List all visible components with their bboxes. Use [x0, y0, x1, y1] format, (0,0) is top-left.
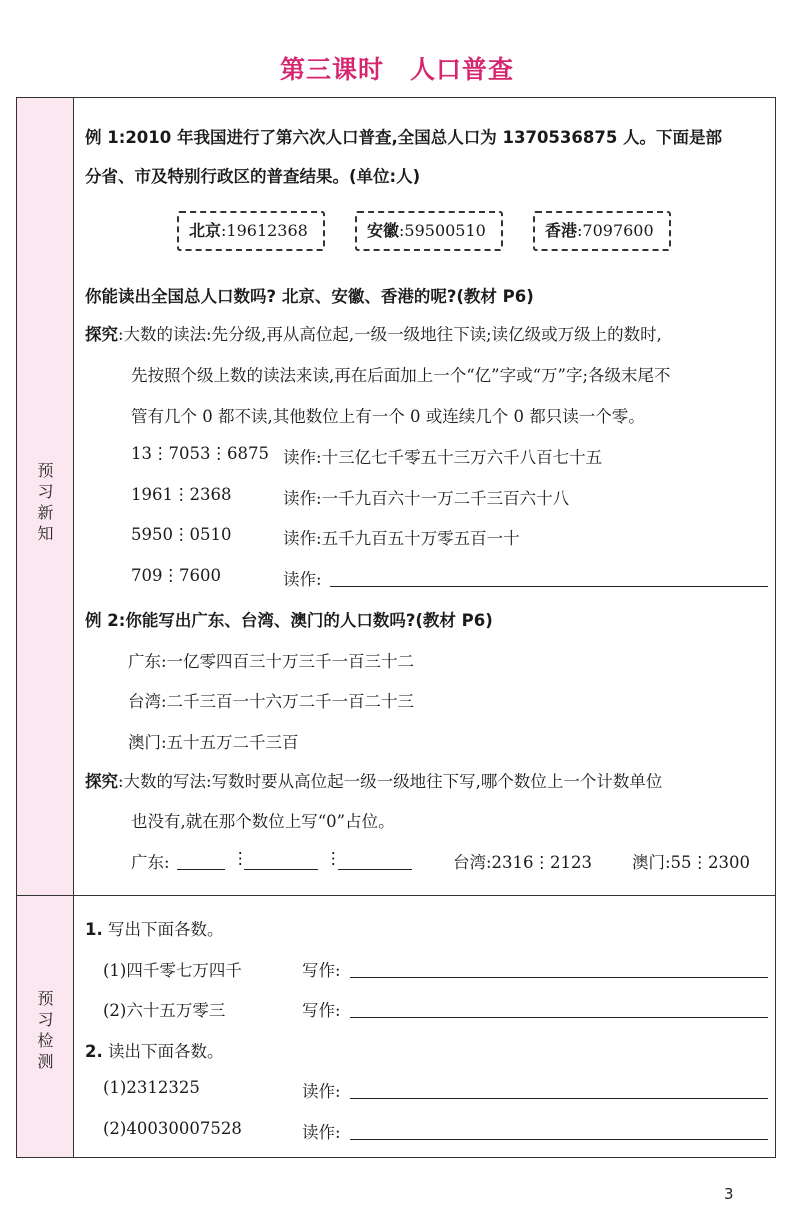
check-q1-text: 写出下面各数。	[108, 920, 224, 939]
preview-label-text: 预习新知	[37, 461, 54, 543]
taiwan-answer: 台湾:2316⋮2123	[453, 853, 593, 872]
box-beijing: 北京:19612368	[177, 211, 325, 251]
box-hongkong-value: 7097600	[582, 221, 654, 240]
reading-text-3	[283, 525, 520, 549]
check-section-label	[17, 988, 74, 1072]
check-q1-prefix-2: 写作:	[302, 1001, 341, 1020]
check-q1-blank-1[interactable]	[350, 977, 768, 978]
explore2-label: 探究	[85, 772, 118, 791]
reading-text-2	[283, 485, 569, 509]
explore1-label: 探究	[85, 325, 118, 344]
reading-number-3: 5950⋮0510	[131, 525, 232, 544]
reading-text-1	[283, 444, 602, 468]
guangdong-sep-1: ⋮	[232, 849, 249, 868]
box-beijing-label: 北京	[189, 221, 222, 240]
example1-question: 你能读出全国总人口数吗? 北京、安徽、香港的呢?(教材 P6)	[85, 287, 534, 306]
reading-number-1: 13⋮7053⋮6875	[131, 444, 269, 463]
reading-value-3: 五千九百五十万零五百一十	[321, 529, 520, 548]
macau-answer: 澳门:55⋮2300	[632, 853, 751, 872]
box-anhui: 安徽:59500510	[355, 211, 503, 251]
example2-item-guangdong: 广东:一亿零四百三十万三千一百三十二	[128, 652, 415, 671]
reading-answer-blank[interactable]	[330, 586, 768, 587]
guangdong-blank-2[interactable]	[244, 869, 318, 870]
example1-line1: 例 1:2010 年我国进行了第六次人口普查,全国总人口为 1370536875 人。下面是部	[85, 128, 723, 147]
title-part1: 第三课时	[279, 55, 384, 84]
preview-side	[17, 98, 74, 895]
explore1-line2: 先按照个级上数的读法来读,再在后面加上一个“亿”字或“万”字;各级末尾不	[131, 366, 671, 385]
check-q2-text: 读出下面各数。	[108, 1042, 224, 1061]
check-q2-item-1: (1)2312325	[103, 1078, 200, 1097]
guangdong-answer-label: 广东:	[131, 853, 170, 872]
explore1-line1-text: :大数的读法:先分级,再从高位起,一级一级地往下读;读亿级或万级上的数时,	[118, 325, 662, 344]
guangdong-blank-1[interactable]	[177, 869, 225, 870]
check-q1	[85, 916, 224, 940]
box-beijing-value: 19612368	[226, 221, 308, 240]
explore2-line1-text: :大数的写法:写数时要从高位起一级一级地往下写,哪个数位上一个计数单位	[118, 772, 663, 791]
check-q1-prefix-1: 写作:	[302, 961, 341, 980]
page-number: 3	[724, 1185, 734, 1203]
box-hongkong-label: 香港	[545, 221, 578, 240]
check-label-text: 预习检测	[37, 989, 54, 1071]
example2-item-macau: 澳门:五十五万二千三百	[128, 733, 299, 752]
check-q1-blank-2[interactable]	[350, 1017, 768, 1018]
reading-prefix-3: 读作:	[283, 529, 322, 548]
guangdong-blank-3[interactable]	[338, 869, 412, 870]
check-q2-prefix-1: 读作:	[302, 1082, 341, 1101]
check-q1-item-1: (1)四千零七万四千	[103, 961, 242, 980]
section-divider	[74, 895, 775, 896]
reading-value-2: 一千九百六十一万二千三百六十八	[321, 489, 570, 508]
reading-number-2: 1961⋮2368	[131, 485, 232, 504]
explore1-line3: 管有几个 0 都不读,其他数位上有一个 0 或连续几个 0 都只读一个零。	[131, 407, 645, 426]
box-anhui-label: 安徽	[367, 221, 400, 240]
explore2-line1	[85, 768, 662, 792]
check-q2-prefix-2: 读作:	[302, 1123, 341, 1142]
check-q1-item-2: (2)六十五万零三	[103, 1001, 226, 1020]
check-q2	[85, 1038, 224, 1062]
example1-line2: 分省、市及特别行政区的普查结果。(单位:人)	[85, 167, 421, 186]
example2-item-taiwan: 台湾:二千三百一十六万二千一百二十三	[128, 692, 415, 711]
check-q1-number: 1.	[85, 920, 103, 939]
page-title	[0, 50, 794, 86]
explore2-line2: 也没有,就在那个数位上写“0”占位。	[131, 812, 395, 831]
check-q2-item-2: (2)40030007528	[103, 1119, 242, 1138]
reading-number-4: 709⋮7600	[131, 566, 221, 585]
check-side	[17, 895, 74, 1157]
reading-prefix-2: 读作:	[283, 489, 322, 508]
explore1-line1	[85, 321, 662, 345]
reading-text-4	[283, 566, 322, 590]
reading-value-1: 十三亿七千零五十三万六千八百七十五	[321, 448, 603, 467]
box-hongkong: 香港:7097600	[533, 211, 671, 251]
box-anhui-value: 59500510	[404, 221, 486, 240]
example2-question: 例 2:你能写出广东、台湾、澳门的人口数吗?(教材 P6)	[85, 611, 493, 630]
preview-section-label	[17, 460, 74, 544]
guangdong-sep-2: ⋮	[325, 849, 342, 868]
reading-prefix-4: 读作:	[283, 570, 322, 589]
check-q2-blank-1[interactable]	[350, 1098, 768, 1099]
reading-prefix-1: 读作:	[283, 448, 322, 467]
title-part2: 人口普查	[410, 55, 515, 84]
check-q2-blank-2[interactable]	[350, 1139, 768, 1140]
check-q2-number: 2.	[85, 1042, 103, 1061]
